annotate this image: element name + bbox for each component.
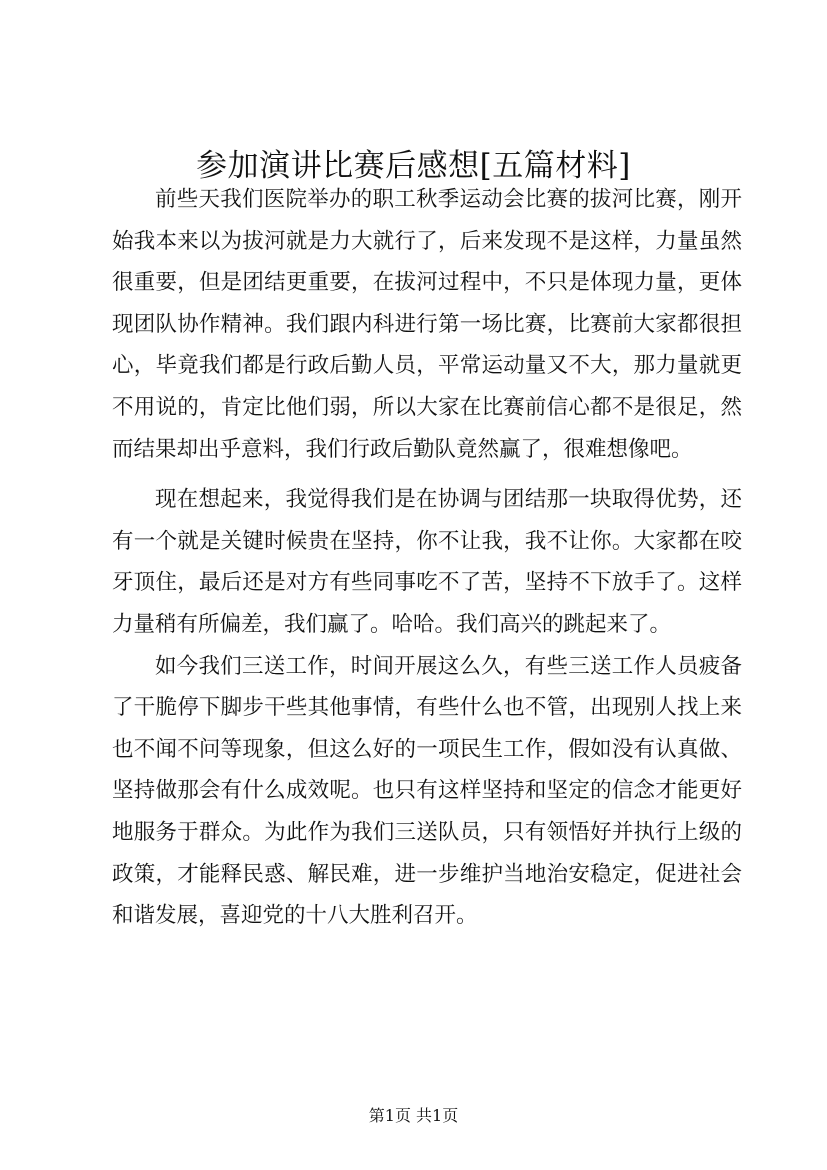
paragraph-3: 如今我们三送工作，时间开展这么久，有些三送工作人员疲备了干脆停下脚步干些其他事情，有些什么也不管，出现别人找上来也不闻不问等现象，但这么好的一项民生工作，假如没有认真做、坚持做那会有什么成效呢。也只有这样坚持和坚定的信念才能更好地服务于群众。为此作为我们三送队员，只有领悟好并执行上级的政策，才能释民惑、解民难，进一步维护当地治安稳定，促进社会和谐发展，喜迎党的十八大胜利召开。 (112, 653, 742, 929)
page-number-footer: 第1页 共1页 (368, 1106, 459, 1125)
paragraph-2: 现在想起来，我觉得我们是在协调与团结那一块取得优势，还有一个就是关键时候贵在坚持，你不让我，我不让你。大家都在咬牙顶住，最后还是对方有些同事吃不了苦，坚持不下放手了。这样力量稍有所偏差，我们赢了。哈哈。我们高兴的跳起来了。 (112, 487, 742, 637)
document-body (112, 179, 742, 937)
paragraph-1: 前些天我们医院举办的职工秋季运动会比赛的拔河比赛，刚开始我本来以为拔河就是力大就行了，后来发现不是这样，力量虽然很重要，但是团结更重要，在拔河过程中，不只是体现力量，更体现团队协作精神。我们跟内科进行第一场比赛，比赛前大家都很担心，毕竟我们都是行政后勤人员，平常运动量又不大，那力量就更不用说的，肯定比他们弱，所以大家在比赛前信心都不是很足，然而结果却出乎意料，我们行政后勤队竟然赢了，很难想像吧。 (112, 187, 742, 462)
document-title: 参加演讲比赛后感想[五篇材料] (196, 148, 631, 184)
